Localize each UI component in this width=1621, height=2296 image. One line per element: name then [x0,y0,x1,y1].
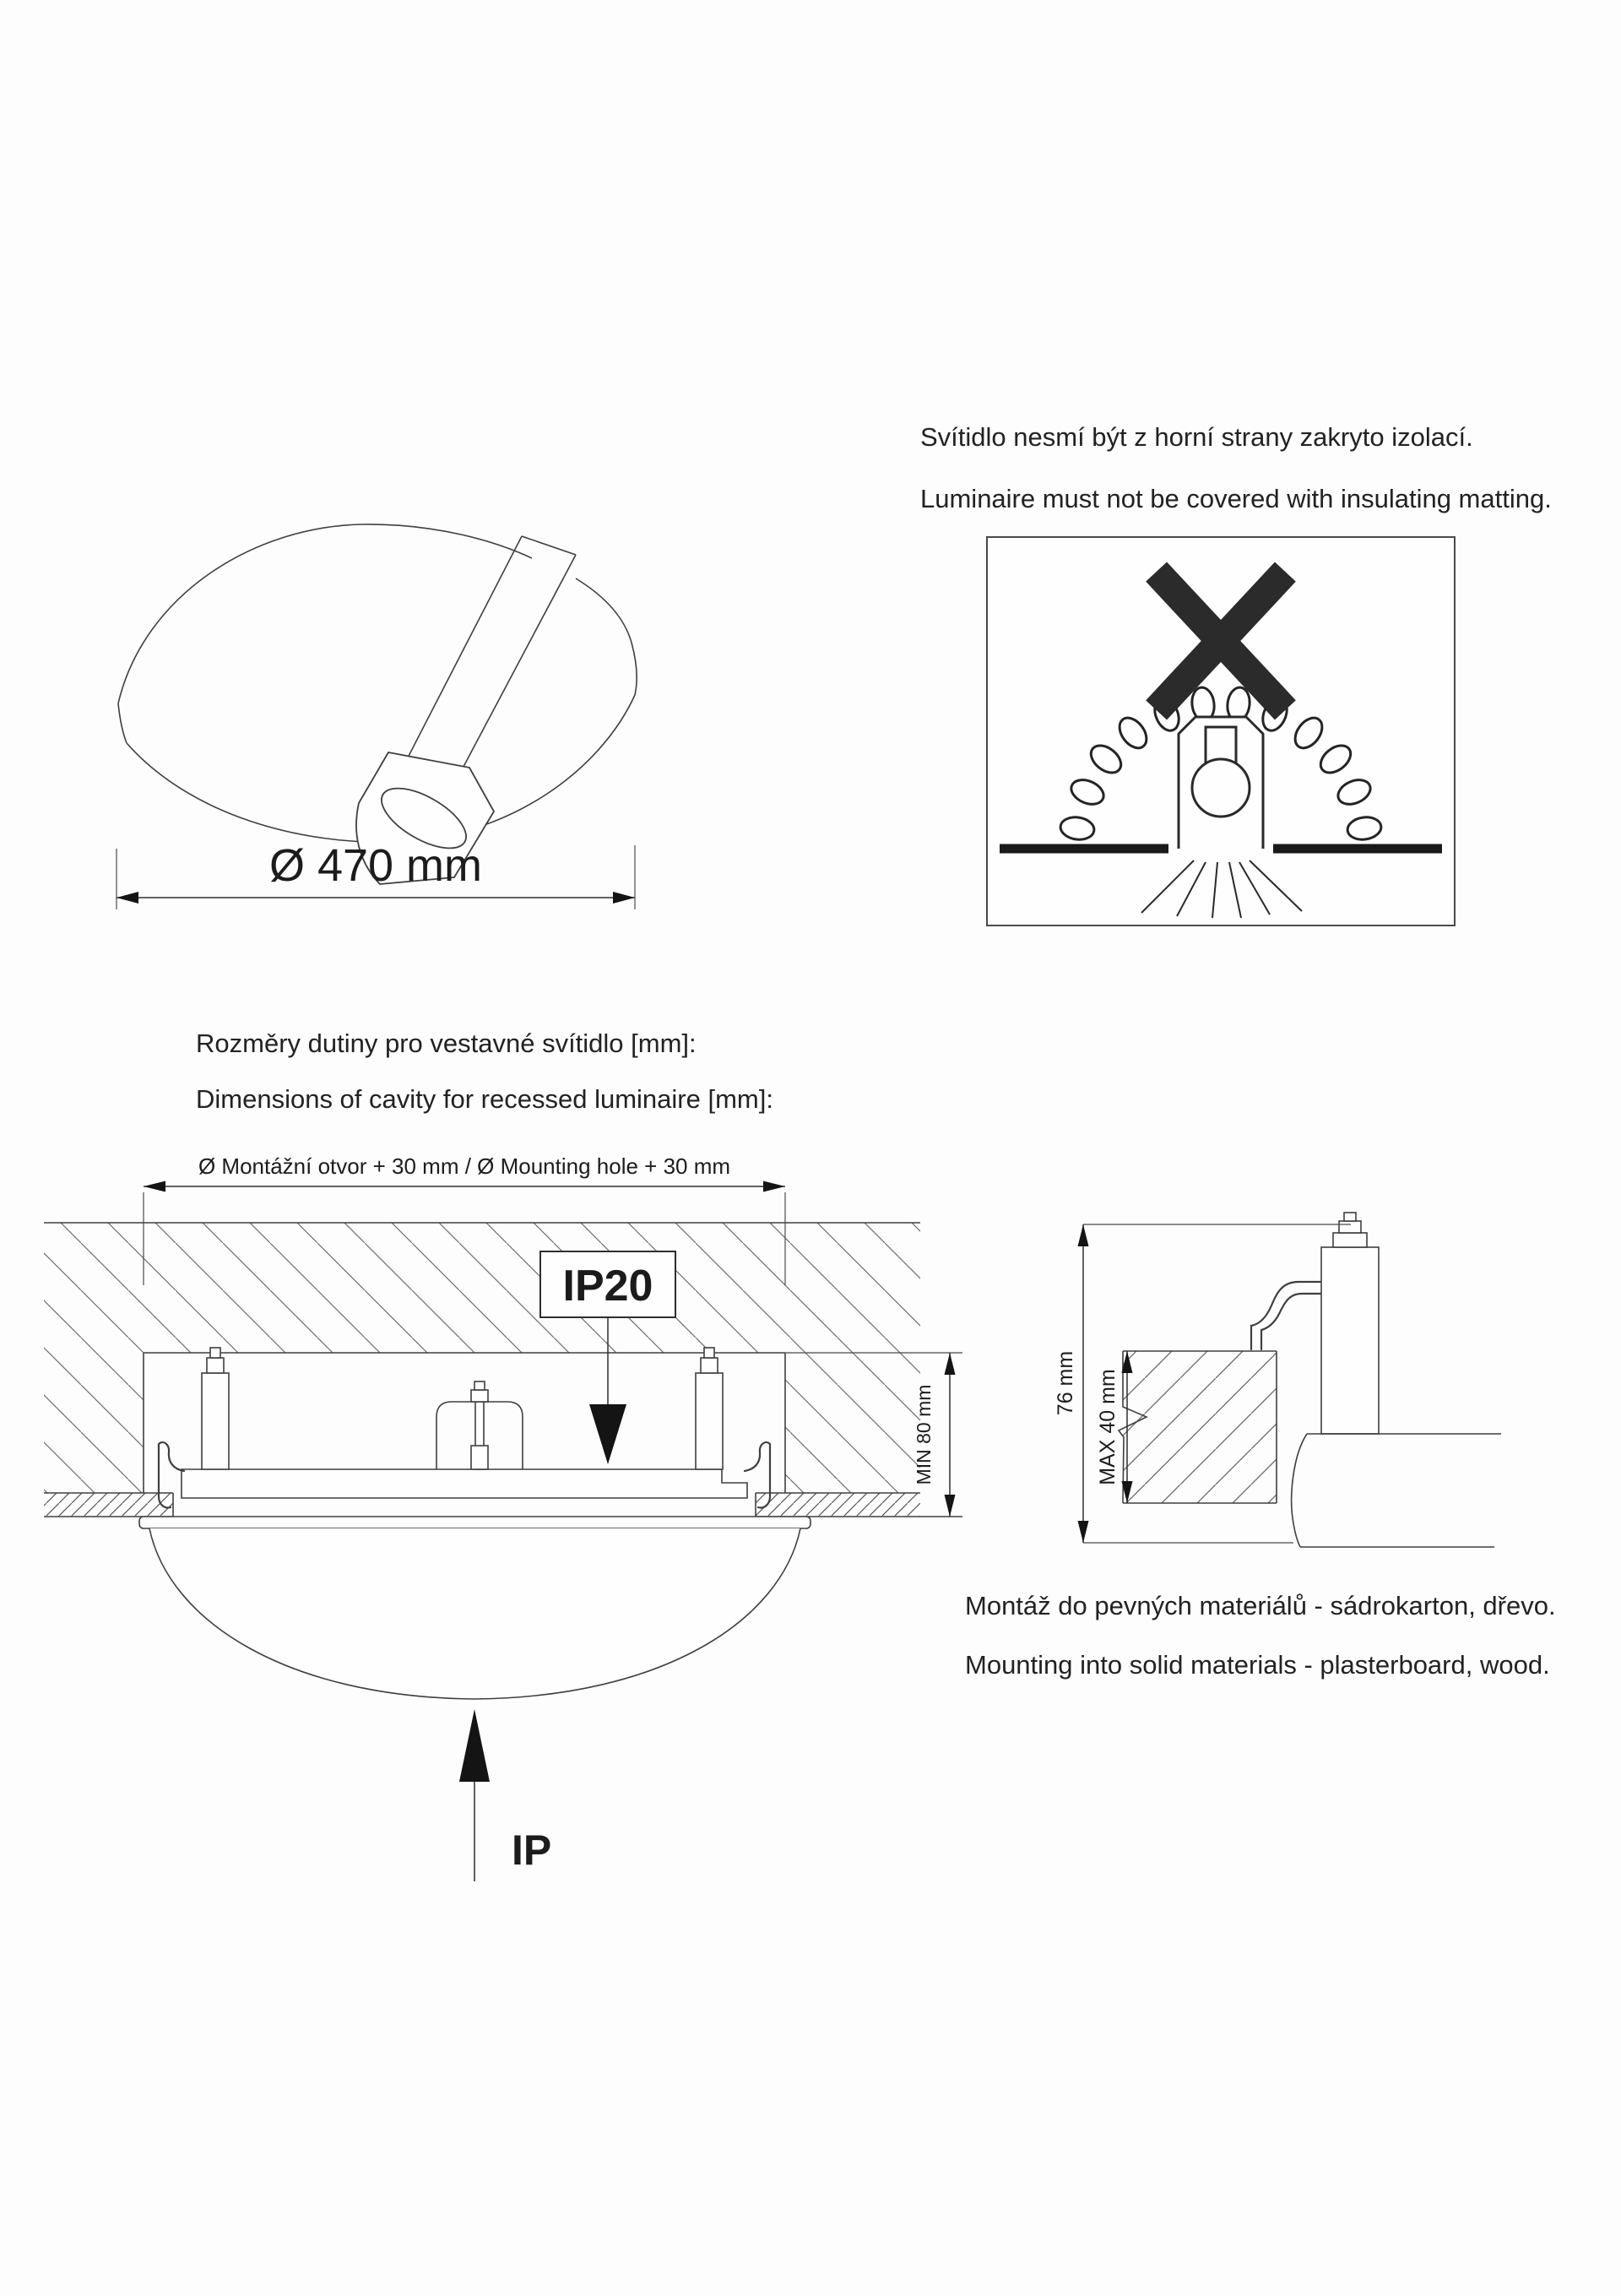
ip20-callout [540,1251,675,1464]
mounting-detail-drawing [1038,1201,1511,1588]
insulation-warning-text-en: Luminaire must not be covered with insulating matting. [920,484,1552,513]
cavity-cross-section-drawing [34,1148,1013,1934]
insulation-warning-text-cs: Svítidlo nesmí být z horní strany zakryto izolací. [920,422,1473,452]
mounting-note-cs: Montáž do pevných materiálů - sádrokarton, dřevo. [965,1591,1556,1620]
standoff-bolt-right [696,1348,723,1469]
up-arrow-icon [459,1709,490,1782]
luminaire-gear-tray [182,1469,747,1498]
mounting-post [1321,1213,1379,1434]
glass-dome [139,1517,810,1699]
mounting-note-en: Mounting into solid materials - plasterboard, wood. [965,1650,1550,1680]
diameter-dimension-label: Ø 470 mm [268,840,483,891]
luminaire-rear-view-drawing [110,477,663,933]
max-40-label: MAX 40 mm [1096,1369,1120,1485]
ip20-badge: IP20 [562,1262,653,1311]
cavity-title-cs: Rozměry dutiny pro vestavné svítidlo [mm]: [196,1029,697,1058]
mounting-strap [356,536,576,884]
luminaire-flange-edge [1292,1434,1501,1547]
standoff-bolt-left [202,1348,229,1469]
down-arrow-icon [589,1404,626,1464]
mounting-hole-dimension-label: Ø Montážní otvor + 30 mm / Ø Mounting hole + 30 mm [198,1153,731,1179]
plasterboard-block [1119,1351,1277,1503]
cavity-title-en: Dimensions of cavity for recessed luminaire [mm]: [196,1084,773,1114]
ip-arrow-label: IP [512,1826,552,1874]
light-rays [1141,860,1302,918]
u-bracket-standoff [436,1381,523,1469]
prohibition-x-icon [1146,562,1296,719]
min-depth-label: MIN 80 mm [913,1384,935,1485]
insulation-warning-box [986,536,1456,926]
height-76-label: 76 mm [1054,1350,1077,1416]
max-thickness-dimension [1096,1351,1133,1503]
diameter-dimension [117,840,635,909]
no-insulation-cover-icon [988,538,1454,925]
recessed-lamp-glyph [1179,717,1263,849]
ip-arrow-callout [459,1709,551,1881]
